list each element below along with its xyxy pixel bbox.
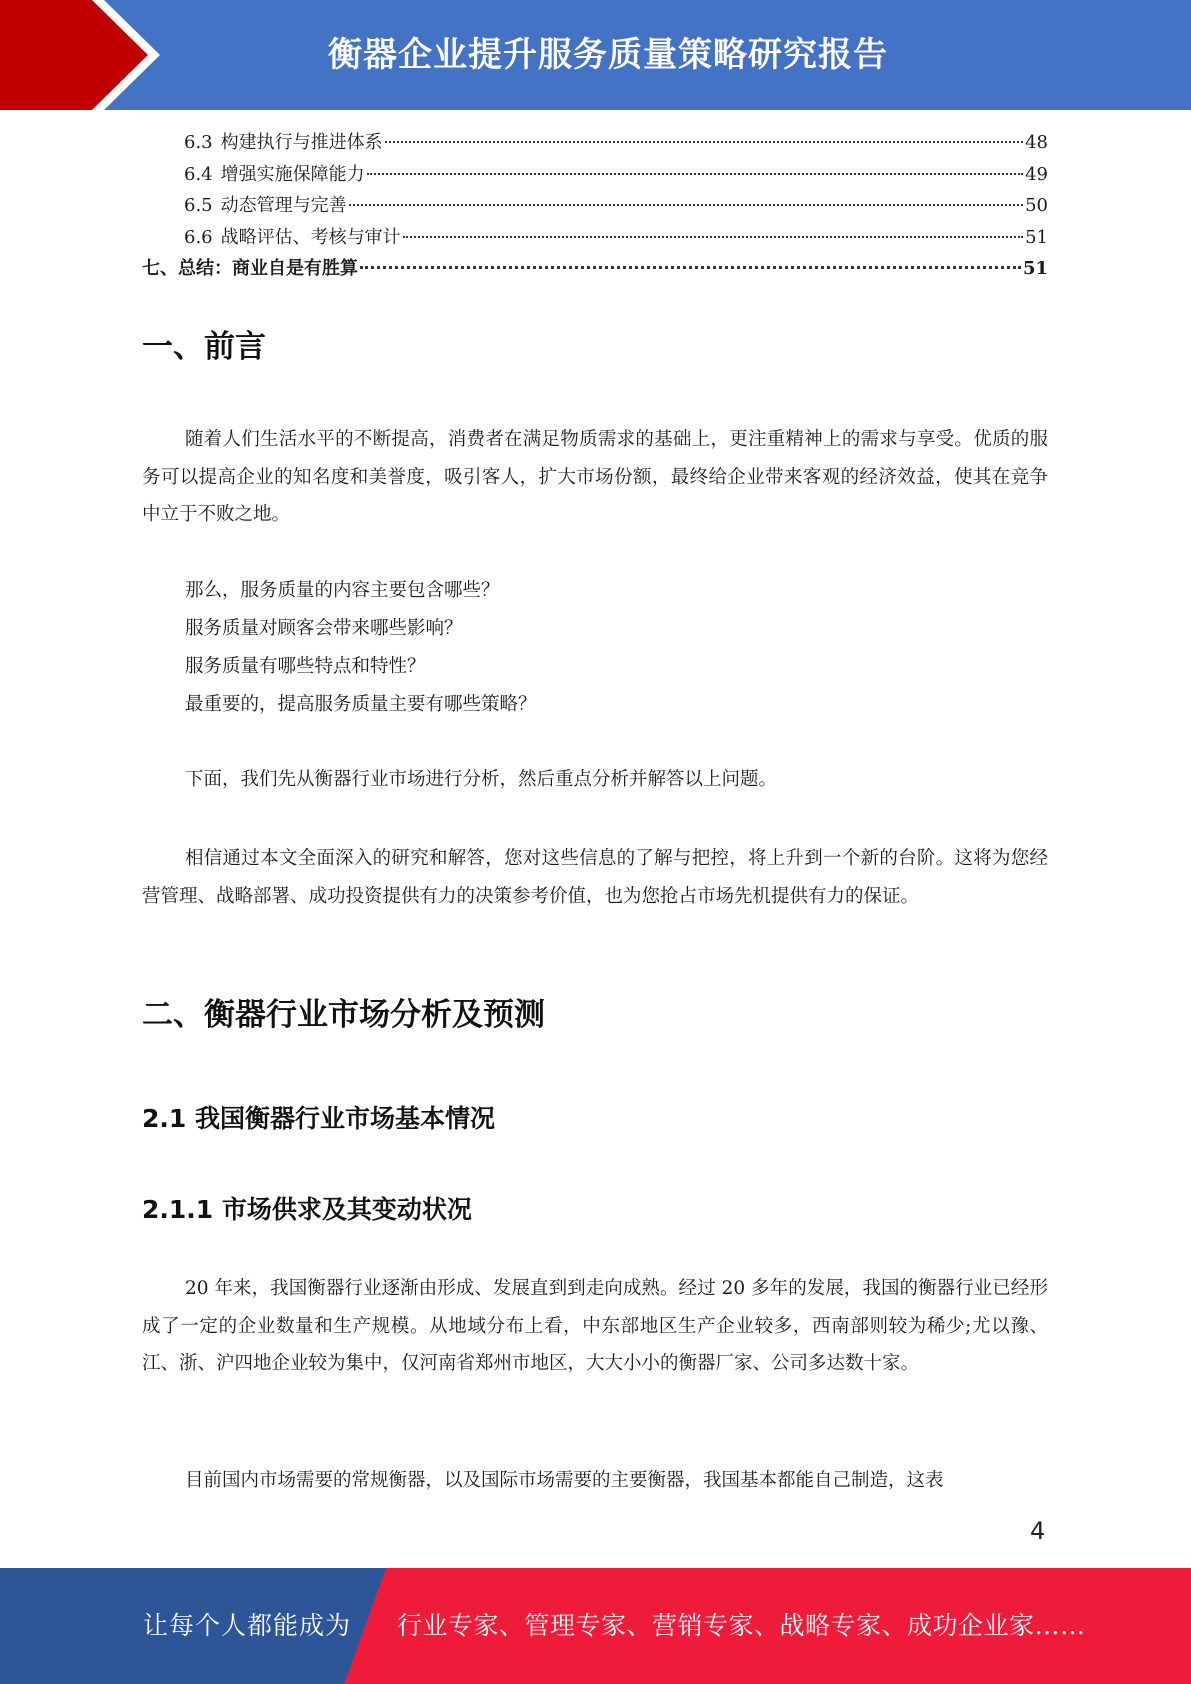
page-footer	[0, 1568, 1191, 1684]
question-line: 服务质量对顾客会带来哪些影响？	[185, 618, 463, 639]
toc-entry-number: 6.6	[184, 226, 213, 248]
toc-dot-leader	[360, 266, 1021, 269]
section-heading-analysis: 二、衡器行业市场分析及预测	[142, 997, 545, 1033]
body-paragraph: 目前国内市场需要的常规衡器，以及国际市场需要的主要衡器，我国基本都能自己制造，这表	[185, 1470, 944, 1491]
toc-entry-page: 48	[1025, 132, 1048, 153]
toc-entry-number: 6.4	[184, 163, 213, 185]
toc-dot-leader	[403, 236, 1023, 238]
subsection-heading: 2.1.1 市场供求及其变动状况	[142, 1195, 472, 1224]
body-paragraph: 相信通过本文全面深入的研究和解答，您对这些信息的了解与把控，将上升到一个新的台阶。这将为您经营管理、战略部署、成功投资提供有力的决策参考价值，也为您抢占市场先机提供有力的保证。	[142, 848, 1048, 907]
toc-entry-number: 6.3	[184, 132, 213, 153]
toc-entry[interactable]	[142, 222, 1048, 254]
question-line: 那么，服务质量的内容主要包含哪些？	[185, 580, 500, 601]
question-line: 服务质量有哪些特点和特性？	[185, 656, 426, 677]
subsection-heading: 2.1 我国衡器行业市场基本情况	[142, 1104, 495, 1133]
toc-entry[interactable]	[142, 127, 1048, 159]
toc-entry-page: 50	[1025, 195, 1048, 216]
toc-entry-page: 49	[1025, 163, 1048, 185]
toc-entry[interactable]	[142, 159, 1048, 191]
toc-entry-major[interactable]	[142, 253, 1048, 285]
toc-entry-label: 战略评估、考核与审计	[220, 226, 401, 248]
toc-entry-label: 七、总结：商业自是有胜算	[142, 258, 358, 279]
page-number: 4	[1030, 1517, 1046, 1545]
body-paragraph: 随着人们生活水平的不断提高，消费者在满足物质需求的基础上，更注重精神上的需求与享受。优质的服务可以提高企业的知名度和美誉度，吸引客人，扩大市场份额，最终给企业带来客观的经济效益，使其在竞争中立于不败之地。	[142, 429, 1048, 525]
toc-dot-leader	[349, 204, 1023, 206]
toc-entry[interactable]	[142, 190, 1048, 222]
toc-entry-label: 构建执行与推进体系	[220, 132, 383, 153]
footer-slogan-left: 让每个人都能成为	[143, 1611, 352, 1640]
footer-slogan-right: 行业专家、管理专家、营销专家、战略专家、成功企业家……	[397, 1611, 1086, 1640]
toc-entry-label: 动态管理与完善	[220, 195, 347, 216]
toc-entry-page: 51	[1022, 258, 1048, 279]
section-heading-preface: 一、前言	[142, 329, 266, 365]
page-header	[0, 0, 1191, 110]
toc-entry-page: 51	[1025, 226, 1048, 248]
report-title: 衡器企业提升服务质量策略研究报告	[328, 35, 888, 75]
body-paragraph: 20 年来，我国衡器行业逐渐由形成、发展直到到走向成熟。经过 20 多年的发展，我国的衡器行业已经形成了一定的企业数量和生产规模。从地域分布上看，中东部地区生产企业较多，西南部则较为稀少;尤以豫、江、浙、沪四地企业较为集中，仅河南省郑州市地区，大大小小的衡器厂家、公司多达数十家。	[142, 1278, 1048, 1374]
question-line: 最重要的，提高服务质量主要有哪些策略？	[185, 694, 537, 715]
toc-entry-label: 增强实施保障能力	[220, 163, 365, 185]
body-paragraph: 下面，我们先从衡器行业市场进行分析，然后重点分析并解答以上问题。	[185, 769, 778, 790]
toc-dot-leader	[385, 141, 1023, 143]
table-of-contents	[142, 127, 1048, 285]
toc-entry-number: 6.5	[184, 195, 213, 216]
toc-dot-leader	[367, 173, 1023, 175]
